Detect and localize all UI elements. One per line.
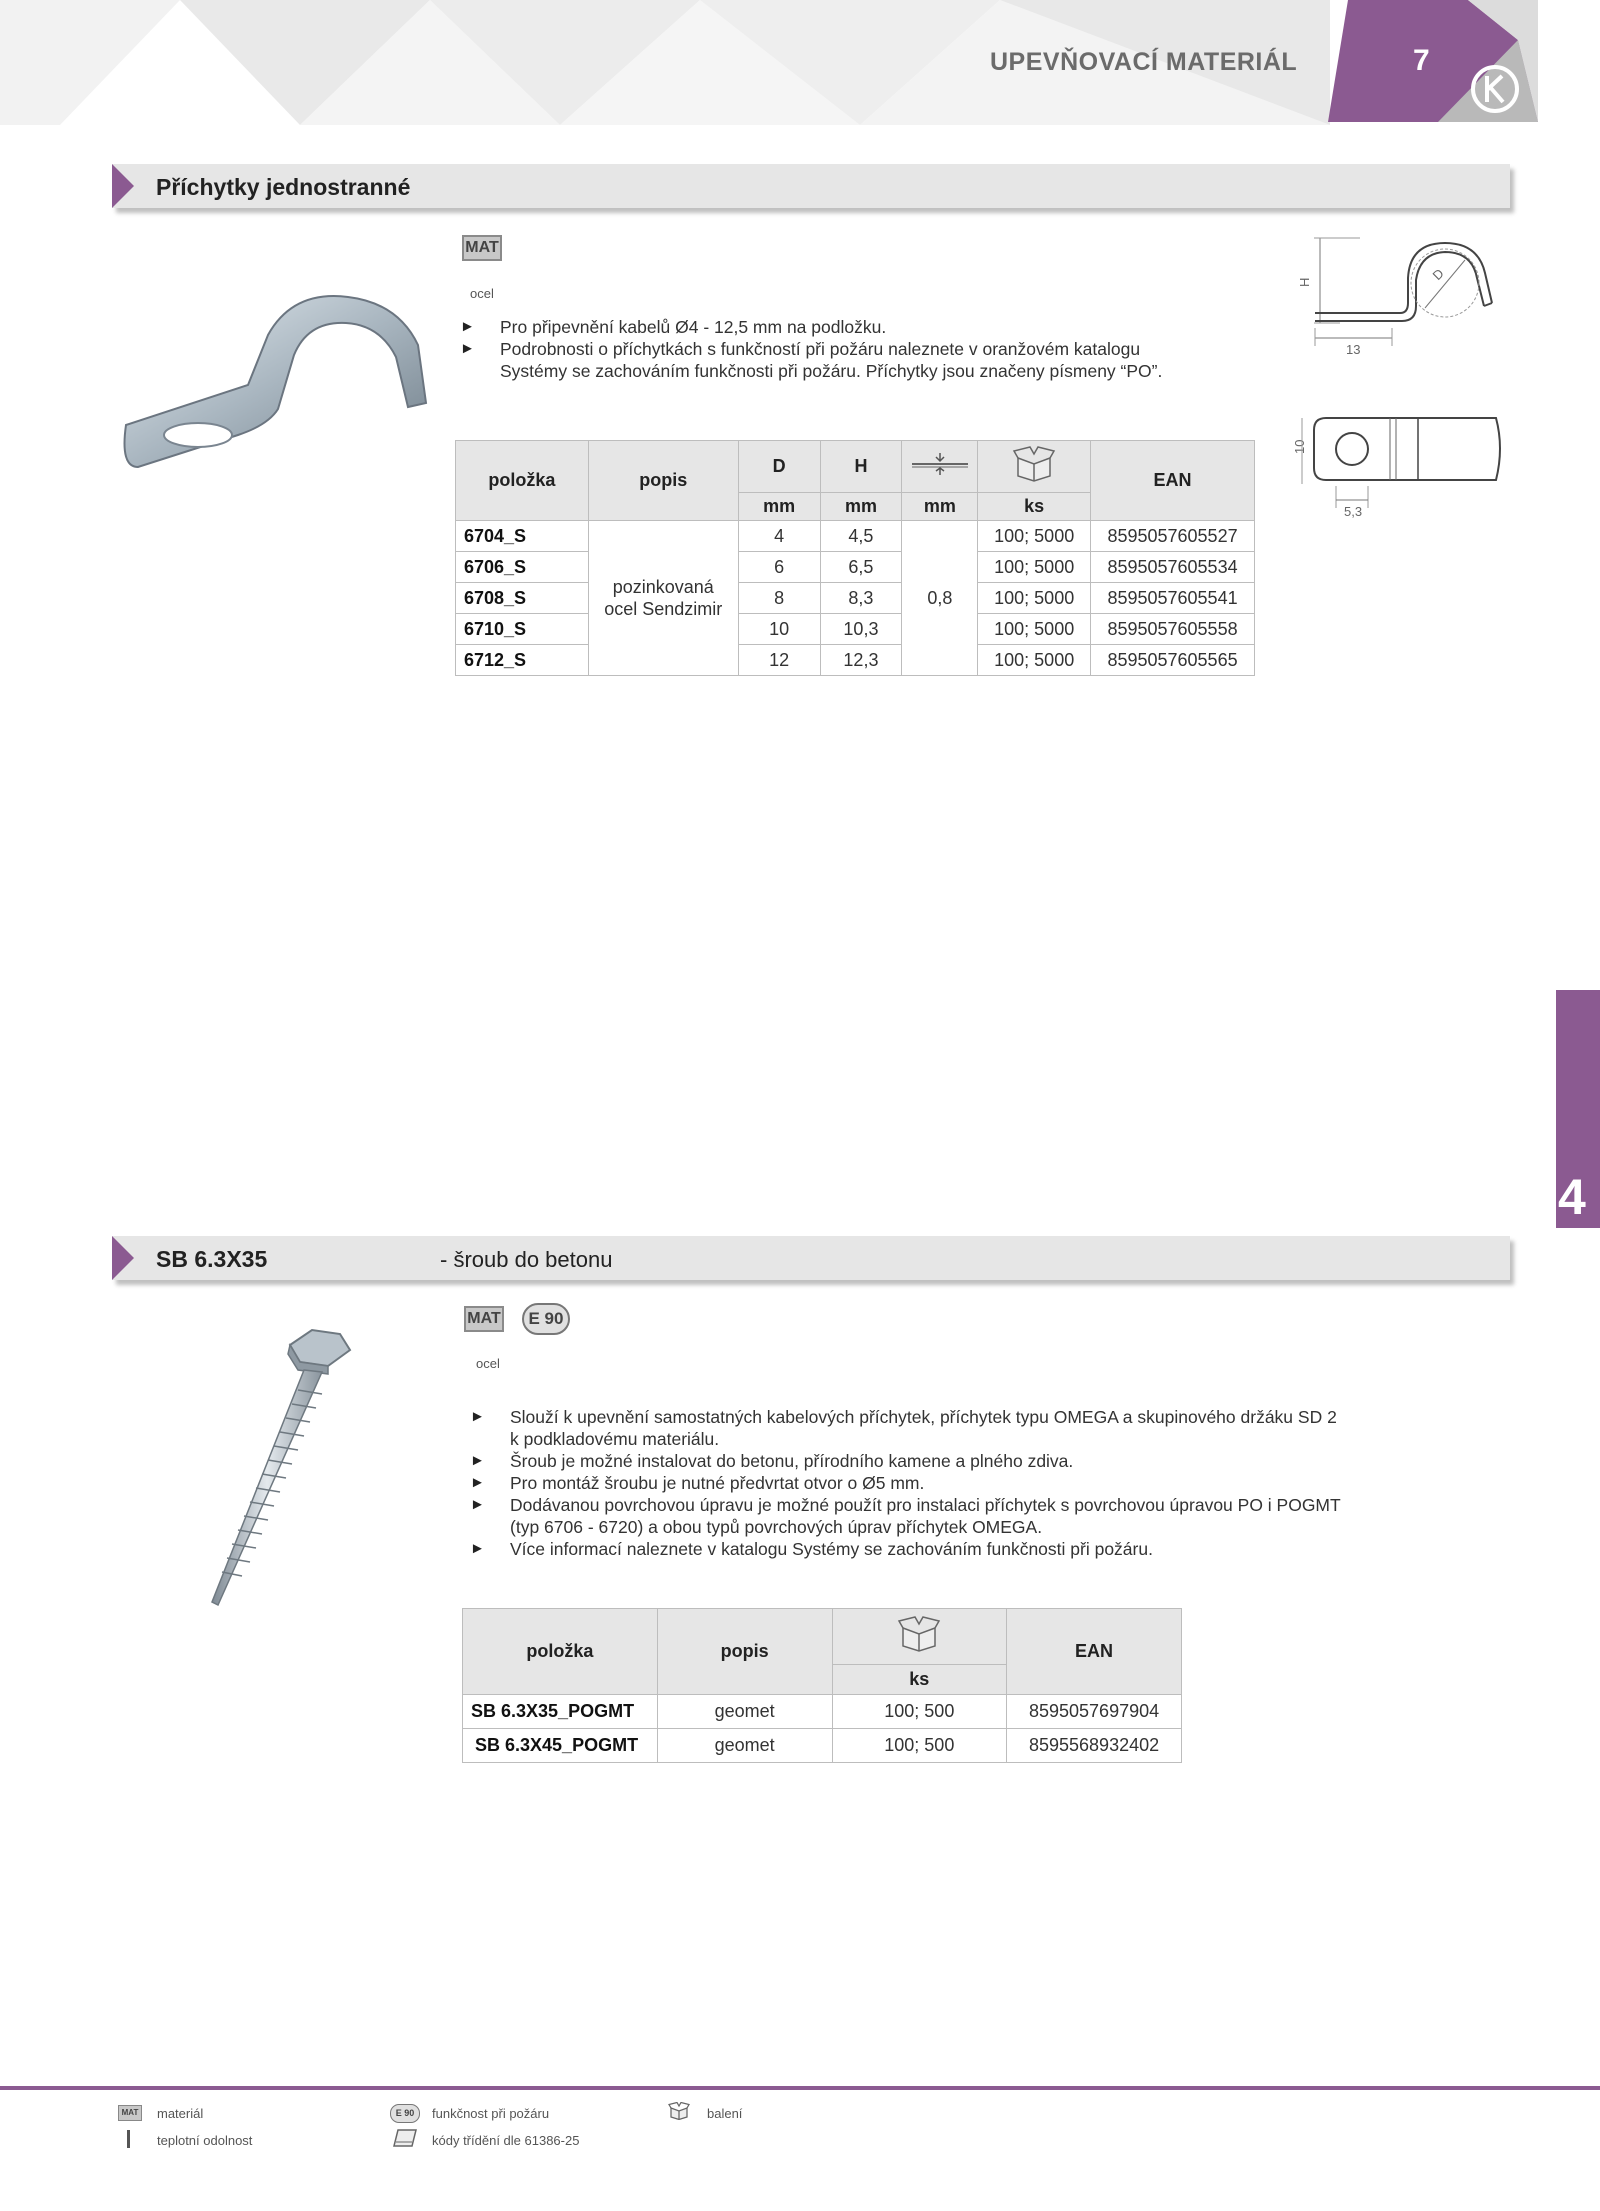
clip-side-drawing xyxy=(1280,228,1510,358)
height-value: 12,3 xyxy=(820,645,902,676)
header-package xyxy=(832,1609,1007,1665)
screw-product-image xyxy=(200,1320,370,1610)
section-header-clips xyxy=(112,164,1510,208)
legend-e90-icon: E 90 xyxy=(390,2104,420,2123)
item-description: geomet xyxy=(657,1729,832,1763)
list-item: ► Pro montáž šroubu je nutné předvrtat otvor o Ø5 mm. xyxy=(470,1473,925,1493)
package-value: 100; 5000 xyxy=(978,521,1091,552)
item-code: 6708_S xyxy=(456,583,589,614)
header-thickness xyxy=(902,441,978,493)
diameter-value: 12 xyxy=(738,645,820,676)
list-item: ► Podrobnosti o příchytkách s funkčností při požáru naleznete v oranžovém katalogu xyxy=(460,339,1141,359)
tag-icon xyxy=(392,2128,418,2148)
bullet-arrow-icon: ► xyxy=(470,1474,485,1491)
item-code: 6704_S xyxy=(456,521,589,552)
legend-mat-icon: MAT xyxy=(118,2105,142,2121)
section-subtitle: - šroub do betonu xyxy=(440,1247,613,1272)
page-number: 7 xyxy=(1413,44,1430,77)
list-item: ► Více informací naleznete v katalogu Systémy se zachováním funkčnosti při požáru. xyxy=(470,1539,1153,1559)
thickness-value: 0,8 xyxy=(902,521,978,676)
header-package xyxy=(978,441,1091,493)
clip-product-image xyxy=(118,285,438,485)
unit-height: mm xyxy=(820,493,902,521)
ean-value: 8595057605534 xyxy=(1091,552,1255,583)
table-row xyxy=(456,645,1255,676)
list-item: ► Dodávanou povrchovou úpravu je možné použít pro instalaci příchytek s povrchovou úpravou PO i POGMT xyxy=(470,1495,1341,1515)
package-value: 100; 5000 xyxy=(978,645,1091,676)
diameter-value: 10 xyxy=(738,614,820,645)
header-item: položka xyxy=(463,1609,658,1695)
ean-value: 8595057605558 xyxy=(1091,614,1255,645)
material-label: ocel xyxy=(476,1356,500,1371)
legend-temperature-label: teplotní odolnost xyxy=(157,2133,253,2148)
section-marker-icon xyxy=(112,164,134,208)
header-description: popis xyxy=(588,441,738,521)
height-value: 10,3 xyxy=(820,614,902,645)
legend-package-label: balení xyxy=(707,2106,743,2121)
package-value: 100; 500 xyxy=(832,1695,1007,1729)
clip-top-drawing xyxy=(1278,408,1508,518)
ean-value: 8595568932402 xyxy=(1007,1729,1182,1763)
header-ean: EAN xyxy=(1091,441,1255,521)
package-value: 100; 500 xyxy=(832,1729,1007,1763)
item-description: pozinkovaná ocel Sendzimir xyxy=(588,521,738,676)
clips-table xyxy=(455,440,1255,676)
fire-resistance-badge: E 90 xyxy=(522,1303,570,1335)
legend-box-icon xyxy=(668,2102,690,2120)
ean-value: 8595057605541 xyxy=(1091,583,1255,614)
ean-value: 8595057605565 xyxy=(1091,645,1255,676)
item-description: geomet xyxy=(657,1695,832,1729)
table-row xyxy=(456,552,1255,583)
bullet-arrow-icon: ► xyxy=(470,1540,485,1557)
bullet-arrow-icon: ► xyxy=(460,318,475,335)
legend-fire-label: funkčnost při požáru xyxy=(432,2106,550,2121)
box-icon xyxy=(897,1616,941,1652)
header-height: H xyxy=(820,441,902,493)
legend-codes-label: kódy třídění dle 61386-25 xyxy=(432,2133,580,2148)
unit-thickness: mm xyxy=(902,493,978,521)
height-value: 6,5 xyxy=(820,552,902,583)
table-row xyxy=(456,521,1255,552)
chapter-number: 4 xyxy=(1558,1169,1586,1225)
item-code: SB 6.3X35_POGMT xyxy=(463,1695,658,1729)
list-item: ► Pro připevnění kabelů Ø4 - 12,5 mm na podložku. xyxy=(460,317,887,337)
unit-diameter: mm xyxy=(738,493,820,521)
screws-table xyxy=(462,1608,1182,1763)
table-row xyxy=(463,1729,1182,1763)
thickness-icon xyxy=(910,451,970,477)
package-value: 100; 5000 xyxy=(978,583,1091,614)
diameter-value: 6 xyxy=(738,552,820,583)
diameter-value: 8 xyxy=(738,583,820,614)
table-row xyxy=(456,583,1255,614)
header-title: UPEVŇOVACÍ MATERIÁL xyxy=(990,48,1298,76)
list-item: ► Šroub je možné instalovat do betonu, přírodního kamene a plného zdiva. xyxy=(470,1451,1074,1471)
list-item: (typ 6706 - 6720) a obou typů povrchových úprav příchytek OMEGA. xyxy=(510,1517,1043,1537)
material-badge: MAT xyxy=(464,1306,504,1332)
header-description: popis xyxy=(657,1609,832,1695)
company-logo-icon xyxy=(1470,64,1520,114)
height-value: 8,3 xyxy=(820,583,902,614)
footer-divider xyxy=(0,2086,1600,2090)
package-value: 100; 5000 xyxy=(978,552,1091,583)
screw-description-list xyxy=(470,1406,1470,1560)
ean-value: 8595057605527 xyxy=(1091,521,1255,552)
unit-package: ks xyxy=(832,1665,1007,1695)
legend-material-label: materiál xyxy=(157,2106,204,2121)
material-badge: MAT xyxy=(462,235,502,261)
box-icon xyxy=(1012,446,1056,482)
unit-package: ks xyxy=(978,493,1091,521)
package-value: 100; 5000 xyxy=(978,614,1091,645)
list-item: Systémy se zachováním funkčnosti při požáru. Příchytky jsou značeny písmeny “PO”. xyxy=(500,361,1163,381)
width-label: 13 xyxy=(1346,342,1361,357)
item-code: 6712_S xyxy=(456,645,589,676)
header-item: položka xyxy=(456,441,589,521)
height-value: 4,5 xyxy=(820,521,902,552)
section-marker-icon xyxy=(112,1236,134,1280)
item-code: SB 6.3X45_POGMT xyxy=(463,1729,658,1763)
bullet-arrow-icon: ► xyxy=(460,340,475,357)
item-code: 6710_S xyxy=(456,614,589,645)
header-diameter: D xyxy=(738,441,820,493)
material-label: ocel xyxy=(470,286,494,301)
item-code: 6706_S xyxy=(456,552,589,583)
ean-value: 8595057697904 xyxy=(1007,1695,1182,1729)
clip-description-list xyxy=(460,316,1260,382)
diameter-label: D xyxy=(1429,265,1447,283)
bullet-arrow-icon: ► xyxy=(470,1408,485,1425)
plate-height-label: 10 xyxy=(1292,439,1307,454)
list-item: ► Slouží k upevnění samostatných kabelových příchytek, příchytek typu OMEGA a skupinového držáku SD 2 xyxy=(470,1407,1337,1427)
table-row xyxy=(456,614,1255,645)
bullet-arrow-icon: ► xyxy=(470,1452,485,1469)
hole-label: 5,3 xyxy=(1344,504,1363,518)
thermometer-icon xyxy=(127,2130,130,2148)
section-title: Příchytky jednostranné xyxy=(156,174,411,200)
height-label: H xyxy=(1297,277,1312,287)
section-header-screw xyxy=(112,1236,1510,1280)
section-title: SB 6.3X35 xyxy=(156,1246,268,1272)
header-ean: EAN xyxy=(1007,1609,1182,1695)
list-item: k podkladovému materiálu. xyxy=(510,1429,720,1449)
diameter-value: 4 xyxy=(738,521,820,552)
table-row xyxy=(463,1695,1182,1729)
bullet-arrow-icon: ► xyxy=(470,1496,485,1513)
